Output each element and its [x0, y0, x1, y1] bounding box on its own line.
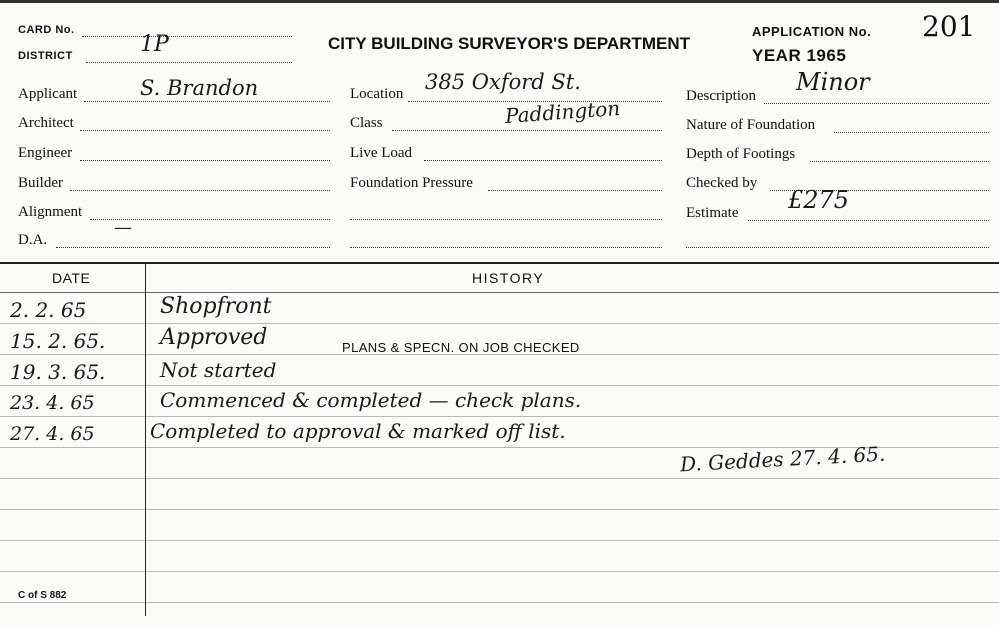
checked-by-label: Checked by [686, 175, 758, 191]
district-value: 1P [140, 32, 169, 57]
architect-label: Architect [18, 115, 74, 131]
builder-dots [70, 190, 330, 191]
location-value: 385 Oxford St. [425, 70, 581, 94]
da-dots [56, 247, 330, 248]
middle-blank-dots-2 [350, 247, 662, 248]
foundation-pressure-label: Foundation Pressure [350, 175, 473, 191]
estimate-dots [748, 220, 989, 221]
foundation-pressure-dots [488, 190, 662, 191]
applicant-dots [84, 101, 330, 102]
nature-of-foundation-label: Nature of Foundation [686, 117, 816, 133]
row-stamp: PLANS & SPECN. ON JOB CHECKED [342, 340, 580, 355]
right-blank-dots [686, 247, 989, 248]
depth-of-footings-label: Depth of Footings [686, 146, 796, 162]
builder-label: Builder [18, 175, 63, 191]
row-history: Approved [160, 325, 268, 350]
row-rule [0, 478, 999, 479]
live-load-dots [424, 160, 662, 161]
estimate-label: Estimate [686, 205, 739, 221]
row-history: Commenced & completed — check plans. [160, 388, 582, 412]
row-rule [0, 416, 999, 417]
form-code: C of S 882 [18, 590, 67, 601]
depth-of-footings-dots [810, 161, 989, 162]
class-label: Class [350, 115, 383, 131]
engineer-label: Engineer [18, 145, 73, 161]
description-label: Description [686, 88, 756, 104]
row-date: 2. 2. 65 [10, 298, 87, 322]
card-no-dots [82, 36, 292, 37]
row-rule [0, 540, 999, 541]
row-rule [0, 385, 999, 386]
alignment-label: Alignment [18, 204, 83, 220]
application-label: APPLICATION No. [752, 24, 872, 39]
da-label: D.A. [18, 232, 48, 248]
date-column-header: DATE [52, 270, 91, 286]
row-rule [0, 323, 999, 324]
location-label: Location [350, 86, 404, 102]
row-history: Shopfront [160, 294, 272, 319]
header-rule [0, 292, 999, 293]
nature-of-foundation-dots [834, 132, 989, 133]
row-rule [0, 602, 999, 603]
column-divider [145, 264, 146, 616]
card-no-label: CARD No. [18, 24, 75, 36]
description-value: Minor [796, 68, 870, 96]
row-rule [0, 509, 999, 510]
signature: D. Geddes 27. 4. 65. [679, 441, 886, 477]
applicant-value: S. Brandon [140, 76, 259, 100]
engineer-dots [80, 160, 330, 161]
row-date: 15. 2. 65. [10, 329, 106, 353]
year-label: YEAR 1965 [752, 46, 847, 65]
location-suburb-value: Paddington [504, 96, 621, 128]
da-value: — [114, 217, 132, 238]
page-title: CITY BUILDING SURVEYOR'S DEPARTMENT [328, 34, 691, 53]
class-dots [392, 130, 662, 131]
district-label: DISTRICT [18, 50, 73, 62]
architect-dots [80, 130, 330, 131]
row-date: 23. 4. 65 [10, 392, 95, 414]
row-history: Not started [160, 358, 277, 382]
row-rule [0, 571, 999, 572]
application-number: 201 [922, 10, 976, 43]
table-top-rule [0, 262, 999, 264]
description-dots [764, 103, 989, 104]
row-date: 27. 4. 65 [10, 423, 95, 445]
top-border [0, 0, 999, 3]
row-date: 19. 3. 65. [10, 360, 106, 384]
district-dots [86, 62, 292, 63]
applicant-label: Applicant [18, 86, 78, 102]
middle-blank-dots-1 [350, 219, 662, 220]
estimate-value: £275 [788, 186, 850, 214]
live-load-label: Live Load [350, 145, 413, 161]
history-column-header: HISTORY [472, 270, 545, 286]
row-history: Completed to approval & marked off list. [150, 419, 566, 443]
